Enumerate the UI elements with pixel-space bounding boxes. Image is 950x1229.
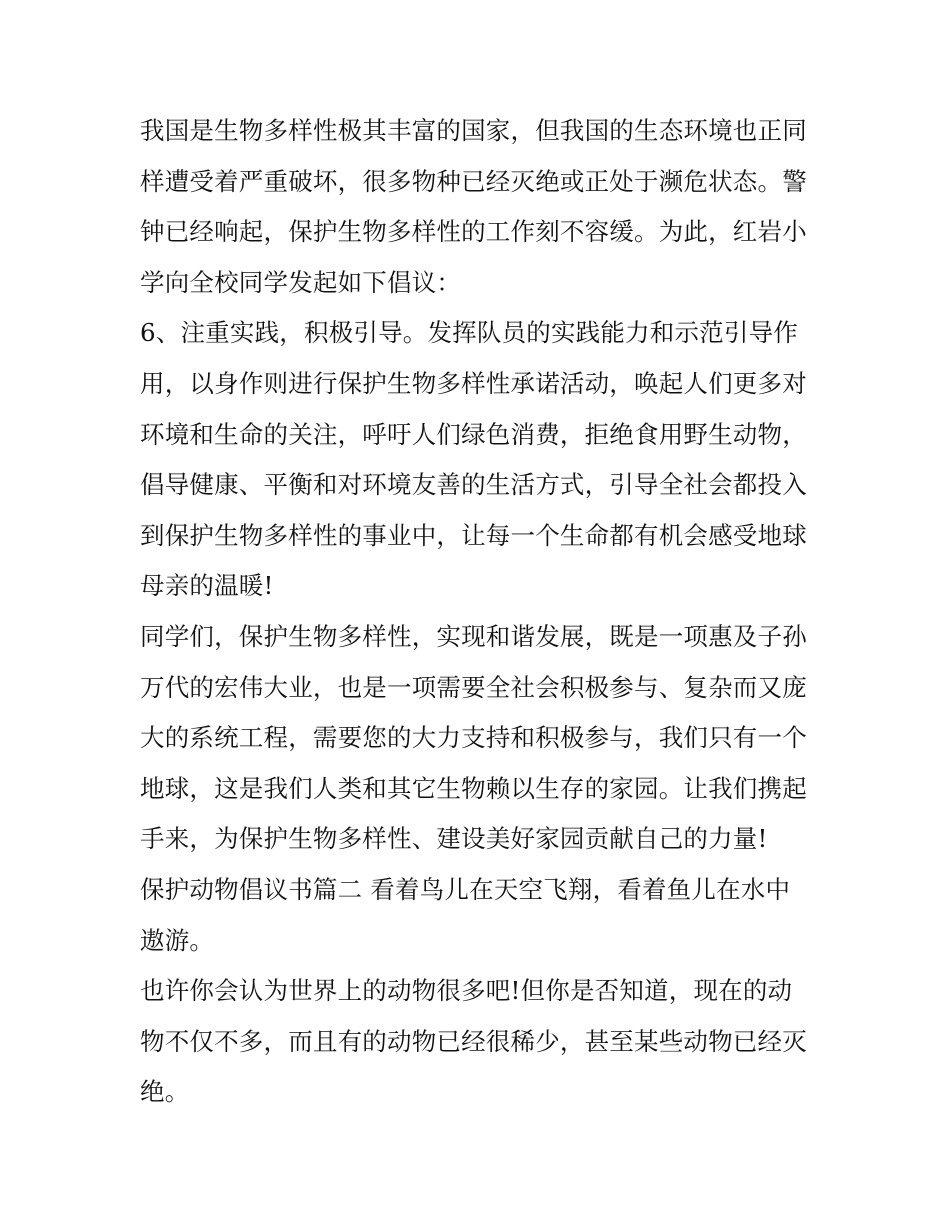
text-line: 环境和生命的关注，呼吁人们绿色消费，拒绝食用野生动物， [140,419,807,449]
text-line: 样遭受着严重破坏，很多物种已经灭绝或正处于濒危状态。警 [140,166,807,196]
text-line: 6、注重实践，积极引导。发挥队员的实践能力和示范引导作 [140,318,798,348]
text-line: 手来，为保护生物多样性、建设美好家园贡献自己的力量! [140,824,768,854]
text-line: 遨游。 [140,925,215,955]
text-line: 保护动物倡议书篇二 看着鸟儿在天空飞翔，看着鱼儿在水中 [140,874,791,904]
text-line: 用，以身作则进行保护生物多样性承诺活动，唤起人们更多对 [140,368,807,398]
text-line: 我国是生物多样性极其丰富的国家，但我国的生态环境也正同 [140,116,807,145]
text-line: 钟已经响起，保护生物多样性的工作刻不容缓。为此，红岩小 [140,217,807,247]
text-line: 物不仅不多，而且有的动物已经很稀少，甚至某些动物已经灭 [140,1026,807,1056]
document-body [140,106,820,1118]
text-line: 学向全校同学发起如下倡议： [140,267,462,297]
text-line: 倡导健康、平衡和对环境友善的生活方式，引导全社会都投入 [140,470,807,500]
text-line: 大的系统工程，需要您的大力支持和积极参与，我们只有一个 [140,723,807,753]
text-line: 到保护生物多样性的事业中，让每一个生命都有机会感受地球 [140,520,807,550]
text-line: 也许你会认为世界上的动物很多吧!但你是否知道，现在的动 [140,976,793,1006]
text-line: 绝。 [140,1077,190,1107]
text-line: 同学们，保护生物多样性，实现和谐发展，既是一项惠及子孙 [140,621,807,651]
text-line: 母亲的温暖! [140,571,274,601]
text-line: 万代的宏伟大业，也是一项需要全社会积极参与、复杂而又庞 [140,672,807,702]
text-line: 地球，这是我们人类和其它生物赖以生存的家园。让我们携起 [140,773,807,803]
